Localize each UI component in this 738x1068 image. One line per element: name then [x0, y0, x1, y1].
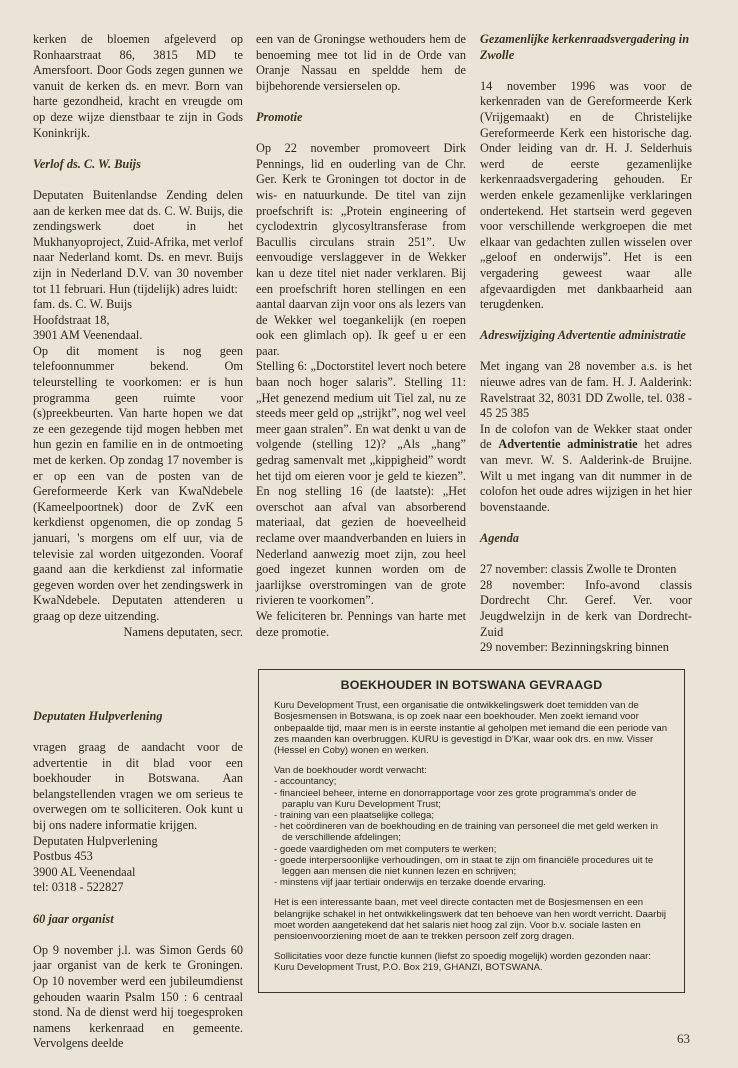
- agenda-item: 27 november: classis Zwolle te Dronten: [480, 562, 677, 577]
- colofon-pre: In de colofon van de Wekker staat onder de: [480, 421, 692, 452]
- ad-expect-item: - goede interpersoonlijke verhoudingen, om in staat te zijn om financiële procedures uit te leggen aan mensen die niet kunnen lezen en schrijven;: [274, 854, 654, 878]
- adres-paragraph: Met ingang van 28 november a.s. is het nieuwe adres van de fam. H. J. Aalderink: Ravelstraat 32, 8031 DD Zwolle, tel. 038 - 45 25 385: [480, 359, 692, 421]
- ad-expect-item: - het coördineren van de boekhouding en de training van personeel die met geld werken in de verschillende afdelingen;: [274, 821, 659, 844]
- vergadering-heading: Gezamenlijke kerkenraadsvergadering in Zwolle: [480, 32, 690, 62]
- adres-heading: Adreswijziging Advertentie administratie: [480, 328, 686, 343]
- col2-top-paragraph: een van de Groningse wethouders hem de benoeming mee tot lid in de Orde van Oranje Nassau en speldde hem de bijbehorende versierselen op.: [256, 32, 466, 93]
- verlof-paragraph-1: Deputaten Buitenlandse Zending delen aan de kerken mee dat ds. C. W. Buijs, die zendingswerk doet in het Mukhanyoproject, Zuid-Afrika, met verlof naar Nederland komt. Ds. en mevr. Buijs zijn in Nederland D.V. van 30 november tot 11 februari. Hun (tijdelijk) adres luidt:: [33, 187, 244, 296]
- address-line: 3901 AM Veenendaal.: [33, 328, 143, 343]
- ad-expect-list: [274, 776, 669, 888]
- verlof-paragraph-2: Op dit moment is nog geen telefoonnummer bekend. Om teleurstelling te voorkomen: er is hun programma geen ruimte voor (s)preekbeurten. Van harte hopen we dat ze een gezegende tijd mogen hebben met hun gezin en familie en in de ontmoeting met de kerken. Op zondag 17 november is er op een van de posten van de Gereformeerde Kerk van KwaNdebele (Kameelpoortnek) door de ZvK een kerkdienst opgenomen, die op zondag 5 januari, 's morgens om elf uur, via de televisie zal worden uitgezonden. Vooraf gaand aan die kerkdienst zal informatie gegeven worden over het zendingswerk in KwaNdebele. Deputaten attenderen u graag op deze uitzending.: [33, 343, 243, 623]
- colofon-bold: Advertentie administratie: [498, 437, 638, 452]
- stellingen-paragraph: Stelling 6: „Doctorstitel levert noch betere baan noch hoger salaris”. Stelling 11: „Het genezend medium uit Tiel zal, nu ze steeds meer geld op „strijkt”, nog wel veel meer gaan stralen”. En wat denkt u van de volgende (stelling 12)? „Als „hang” gedrag samenvalt met „kippigheid” wordt het tijd om eieren voor je geld te kiezen”. En nog stelling 16 (de laatste): „Het overschot aan afval van absorberend materiaal, dat gezien de hoeveelheid reclame over maandverbanden en luiers in Nederland aanwezig moet zijn, zou heel goed ingezet kunnen worden om de jaarlijkse overstromingen van de grote rivieren te voorkomen”.: [256, 359, 466, 608]
- ad-expect-item: - financieel beheer, interne en donorrapportage voor zes grote programma's onder de paraplu van Kuru Development Trust;: [274, 787, 637, 810]
- ad-title: BOEKHOUDER IN BOTSWANA GEVRAAGD: [340, 678, 603, 692]
- address-line: Hoofdstraat 18,: [33, 312, 110, 327]
- ad-expect-item: - accountancy;: [274, 776, 337, 788]
- page-number: 63: [677, 1031, 690, 1046]
- closing-paragraph: We feliciteren br. Pennings van harte met deze promotie.: [256, 608, 466, 639]
- ad-expect-item: - goede vaardigheden om met computers te werken;: [274, 843, 497, 855]
- signature: Namens deputaten, secr.: [123, 624, 243, 639]
- column-1: [33, 32, 243, 640]
- promotie-heading: Promotie: [256, 109, 303, 124]
- ad-intro: Kuru Development Trust, een organisatie die ontwikkelingswerk doet temidden van de Bosjesmensen in Botswana, is op zoek naar een boekhouder. Men zoekt iemand voor onbepaalde tijd, maar men is in eerste instantie al geholpen met iemand die een periode van zes maanden kan overbruggen. KURU is gevestigd in D'Kar, waar ook drs. en mw. Visser (Hessel en Coby) wonen en werken.: [274, 700, 668, 757]
- hulp-address-line: Deputaten Hulpverlening: [33, 833, 158, 848]
- hulp-address-line: 3900 AL Veenendaal: [33, 864, 136, 879]
- ad-expect-item: - training van een plaatselijke collega;: [274, 810, 434, 822]
- verlof-heading: Verlof ds. C. W. Buijs: [33, 156, 141, 171]
- hulp-paragraph: vragen graag de aandacht voor de advertentie in dit blad voor een boekhouder in Botswana. Aan belangstellenden vragen we om serieus te overwegen om te solliciteren. Ook kunt u bij ons nadere informatie krijgen.: [33, 740, 243, 832]
- column-3: [480, 32, 692, 656]
- colofon-paragraph: [480, 422, 692, 516]
- organist-heading: 60 jaar organist: [33, 911, 114, 926]
- organist-paragraph: Op 9 november j.l. was Simon Gerds 60 jaar organist van de kerk te Groningen. Op 10 november werd een jubileumdienst gehouden waarin Psalm 150 : 6 centraal stond. Na de dienst werd hij toegesproken namens kerkenraad en gemeente. Vervolgens deelde: [33, 942, 243, 1051]
- vergadering-paragraph: 14 november 1996 was voor de kerkenraden van de Gereformeerde Kerk (Vrijgemaakt) en de Christelijke Gereformeerde Kerk een historische dag. Onder leiding van dr. H. J. Selderhuis werd de eerste gezamenlijke kerkenraadsvergadering gehouden. Er werden enkele gezamenlijke verklaringen ondertekend. Het startsein werd gegeven voor verschillende werkgroepen die met elkaar van gedachten zullen wisselen over „geloof en onderwijs”. Het is een vergadering geweest waar alle afgevaardigden met dankbaarheid aan terugdenken.: [480, 78, 692, 312]
- ad-apply: Sollicitaties voor deze functie kunnen (liefst zo spoedig mogelijk) worden gezonden naar: Kuru Development Trust, P.O. Box 219, GHANZI, BOTSWANA.: [274, 951, 652, 974]
- agenda-heading: Agenda: [480, 531, 519, 545]
- colofon-post: het adres van mevr. W. S. Aalderink-de Bruijne. Wilt u met ingang van dit nummer in de colofon het oude adres wijzigen in het hier bovenstaande.: [480, 437, 692, 514]
- hulp-heading: Deputaten Hulpverlening: [33, 709, 163, 723]
- col1-top-paragraph: kerken de bloemen afgeleverd op Ronhaarstraat 86, 3815 MD te Amersfoort. Door Gods zegen gunnen we vanuit de kerken ds. en mevr. Born van harte gezondheid, kracht en vreugde om op deze wijze dienstbaar te zijn in Gods Koninkrijk.: [33, 32, 243, 140]
- advertisement-box: [258, 669, 685, 993]
- ad-interesting: Het is een interessante baan, met veel directe contacten met de Bosjesmensen en een belangrijke schakel in het ontwikkelingswerk dat ten behoeve van hen wordt verricht. Daarbij moet worden aangetekend dat het salaris niet hoog zal zijn. Voor b.v. sociale lasten en pensioenvoorziening moet de aan te trekken persoon zelf zorg dragen.: [274, 897, 666, 943]
- address-line: fam. ds. C. W. Buijs: [33, 297, 133, 312]
- column-2: [256, 32, 466, 640]
- hulp-address-line: tel: 0318 - 522827: [33, 880, 124, 895]
- column-1-lower: [33, 740, 243, 1052]
- promotie-paragraph: Op 22 november promoveert Dirk Pennings, lid en ouderling van de Chr. Ger. Kerk te Groningen tot doctor in de wis- en natuurkunde. De titel van zijn proefschrift is: „Protein engineering of cyclodextrin glycosyltransferase from Bacullis circulans strain 251”. Uw eenvoudige verslaggever in de Wekker kan u deze titel niet nader verklaren. Bij een proefschrift horen stellingen en een aantal daarvan zijn voor ons als lezers van de Wekker wel toegankelijk (en roepen ook een glimlach op). Ik geef u er een paar.: [256, 141, 466, 358]
- ad-expect-intro: Van de boekhouder wordt verwacht:: [274, 765, 427, 777]
- hulp-address-line: Postbus 453: [33, 849, 93, 864]
- ad-expect-item: - minstens vijf jaar tertiair onderwijs en terzake doende ervaring.: [274, 877, 546, 889]
- agenda-item: 28 november: Info-avond classis Dordrecht Chr. Geref. Ver. voor Jeugdwelzijn in de kerk van Dordrecht-Zuid: [480, 577, 692, 639]
- agenda-item: 29 november: Bezinningskring binnen: [480, 640, 669, 655]
